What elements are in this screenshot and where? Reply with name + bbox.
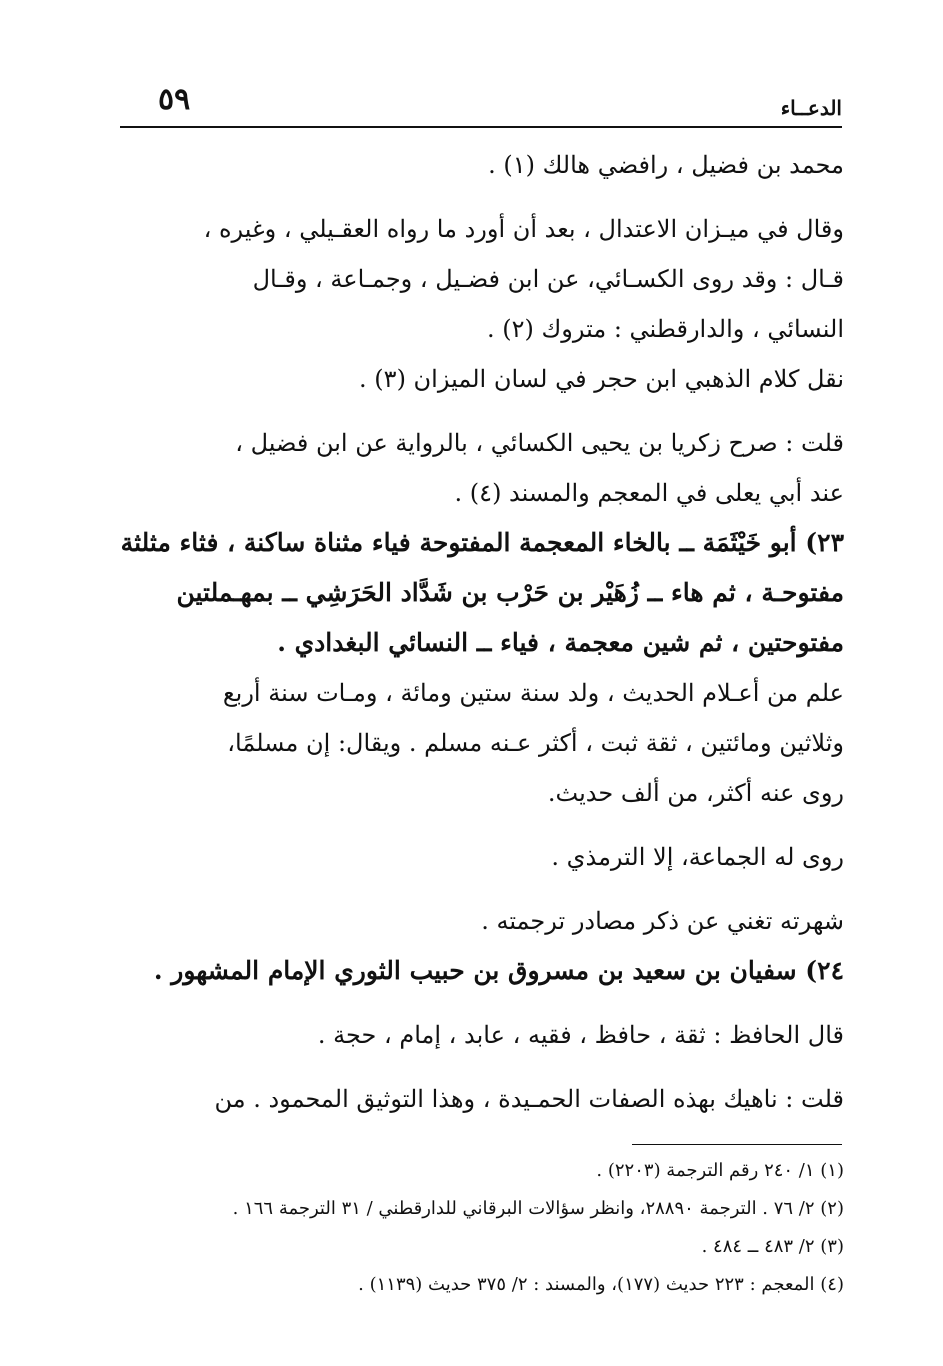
running-title: الدعــاء bbox=[780, 96, 842, 120]
footnotes bbox=[108, 1152, 844, 1304]
footnote: (٤) المعجم : ٢٢٣ حديث (١٧٧)، والمسند : ٢/ ٣٧٥ حديث (١١٣٩) . bbox=[358, 1274, 844, 1295]
footnote: (١) ١/ ٢٤٠ رقم الترجمة (٢٢٠٣) . bbox=[596, 1160, 844, 1181]
paragraph-gap bbox=[108, 882, 844, 896]
header-rule bbox=[120, 126, 842, 128]
paragraph-gap bbox=[108, 818, 844, 832]
body-line: وثلاثين ومائتين ، ثقة ثبت ، أكثر عـنه مسلم . ويقال: إن مسلمًا، bbox=[227, 729, 844, 757]
entry-heading-line: مفتوحـة ، ثم هاء ــ زُهَيْر بن حَرْب بن شَدَّاد الحَرَشِي ــ بمهـملتين bbox=[176, 578, 844, 607]
entry-heading-line: مفتوحتين ، ثم شين معجمة ، فياء ــ النسائي البغدادي . bbox=[277, 628, 844, 657]
footnote: (٣) ٢/ ٤٨٣ ــ ٤٨٤ . bbox=[701, 1236, 844, 1257]
body-line: قال الحافظ : ثقة ، حافظ ، فقيه ، عابد ، إمام ، حجة . bbox=[317, 1021, 844, 1049]
entry-heading-line: ٢٤) سفيان بن سعيد بن مسروق بن حبيب الثوري الإمام المشهور . bbox=[153, 956, 844, 985]
body-text bbox=[108, 140, 844, 1124]
paragraph-gap bbox=[108, 996, 844, 1010]
body-line: نقل كلام الذهبي ابن حجر في لسان الميزان (٣) . bbox=[359, 365, 844, 393]
body-line: قلت : ناهيك بهذه الصفات الحمـيدة ، وهذا التوثيق المحمود . من bbox=[214, 1085, 844, 1113]
body-line: قـال : وقد روى الكسـائي، عن ابن فضـيل ، وجمـاعة ، وقـال bbox=[252, 265, 844, 293]
body-line: عند أبي يعلى في المعجم والمسند (٤) . bbox=[454, 479, 844, 507]
body-line: قلت : صرح زكريا بن يحيى الكسائي ، بالرواية عن ابن فضيل ، bbox=[235, 429, 844, 457]
body-line: روى عنه أكثر، من ألف حديث. bbox=[547, 779, 844, 807]
paragraph-gap bbox=[108, 404, 844, 418]
page-number: ٥٩ bbox=[158, 82, 191, 117]
body-line: شهرته تغني عن ذكر مصادر ترجمته . bbox=[481, 907, 844, 935]
body-line: علم من أعـلام الحديث ، ولد سنة ستين ومائة ، ومـات سنة أربع bbox=[222, 679, 844, 707]
body-line: محمد بن فضيل ، رافضي هالك (١) . bbox=[488, 151, 844, 179]
entry-heading-line: ٢٣) أبو خَيْثَمَة ــ بالخاء المعجمة المفتوحة فياء مثناة ساكنة ، فثاء مثلثة bbox=[120, 528, 844, 557]
footnote-rule bbox=[632, 1144, 842, 1145]
body-line: النسائي ، والدارقطني : متروك (٢) . bbox=[486, 315, 844, 343]
body-line: وقال في ميـزان الاعتدال ، بعد أن أورد ما رواه العقـيلي ، وغيره ، bbox=[203, 215, 844, 243]
footnote: (٢) ٢/ ٧٦ . الترجمة ٢٨٨٩٠، وانظر سؤالات البرقاني للدارقطني / ٣١ الترجمة ١٦٦ . bbox=[232, 1198, 844, 1219]
paragraph-gap bbox=[108, 1060, 844, 1074]
paragraph-gap bbox=[108, 190, 844, 204]
page-header bbox=[120, 82, 842, 122]
body-line: روى له الجماعة، إلا الترمذي . bbox=[551, 843, 844, 871]
